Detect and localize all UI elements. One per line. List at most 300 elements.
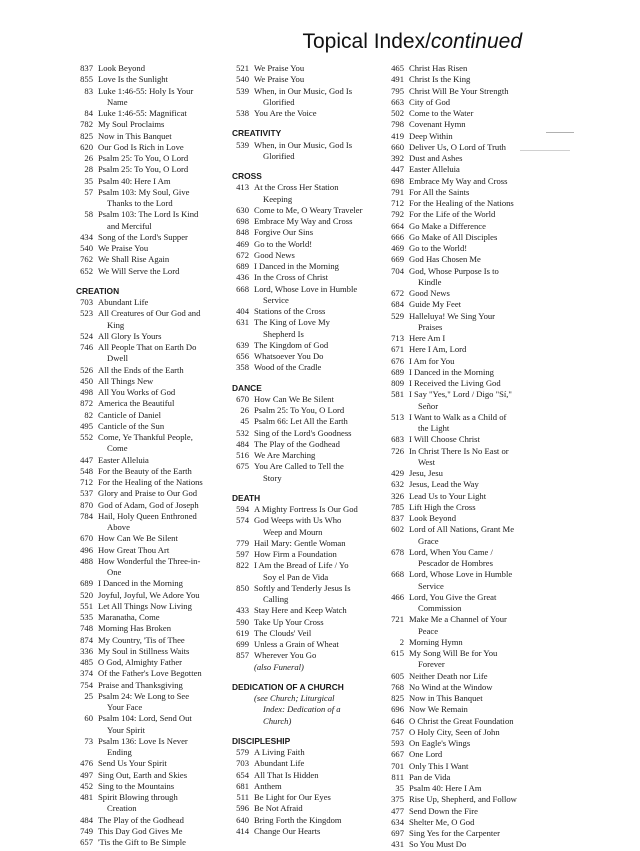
index-entry	[232, 439, 382, 450]
hymn-title-line: Only This I Want	[409, 760, 469, 771]
hymn-number: 26	[84, 153, 93, 163]
hymn-title	[98, 243, 226, 254]
hymn-title	[98, 164, 226, 175]
hymn-title-line: In Christ There Is No East or	[409, 445, 509, 456]
index-entry	[76, 254, 226, 265]
hymn-title	[254, 227, 382, 238]
index-entry	[387, 772, 537, 783]
index-entry	[387, 198, 537, 209]
hymn-title	[409, 412, 537, 435]
index-entry	[232, 108, 382, 119]
index-entry	[232, 250, 382, 261]
index-entry	[76, 826, 226, 837]
hymn-title-line: Abundant Life	[98, 297, 149, 307]
hymn-number: 768	[391, 681, 404, 692]
index-entry	[232, 549, 382, 560]
hymn-title	[409, 119, 537, 130]
index-entry	[76, 646, 226, 657]
hymn-title-continuation: Señor	[418, 400, 439, 411]
index-entry	[387, 704, 537, 715]
hymn-title-line: Good News	[254, 249, 295, 260]
hymn-title-line: Lord, Whose Love in Humble	[254, 283, 358, 294]
hymn-number: 539	[236, 139, 249, 150]
hymn-number: 581	[391, 389, 404, 400]
hymn-title	[98, 792, 226, 815]
hymn-title	[98, 254, 226, 265]
hymn-title-line: My Song Will Be for You	[409, 648, 498, 658]
hymn-number: 484	[80, 814, 93, 825]
hymn-number: 596	[236, 803, 249, 814]
index-entry	[387, 333, 537, 344]
hymn-title-line: God, Whose Purpose Is to	[409, 265, 499, 276]
hymn-number: 590	[236, 616, 249, 627]
hymn-title-line: Canticle of the Sun	[98, 420, 165, 431]
index-entry	[387, 367, 537, 378]
cross-reference-note	[232, 662, 382, 673]
hymn-number: 60	[84, 713, 93, 724]
hymn-title-line: Come, Ye Thankful People,	[98, 432, 193, 442]
hymn-number: 450	[80, 375, 93, 386]
hymn-number: 746	[80, 342, 93, 352]
hymn-title-line: God Weeps with Us Who	[254, 515, 342, 526]
index-entry	[387, 97, 537, 108]
index-entry	[232, 583, 382, 606]
index-entry	[76, 266, 226, 277]
index-entry	[76, 792, 226, 815]
index-entry	[232, 747, 382, 758]
hymn-title-continuation: Forever	[418, 659, 445, 670]
hymn-title-line: My Soul Proclaims	[98, 119, 165, 130]
hymn-title-line: Be Light for Our Eyes	[254, 792, 331, 802]
hymn-title	[254, 781, 382, 792]
index-entry	[76, 477, 226, 488]
index-entry	[232, 826, 382, 837]
hymn-number: 809	[391, 378, 404, 388]
hymn-title-line: Make Me a Channel of Your	[409, 614, 507, 625]
hymn-title-line: Easter Alleluia	[409, 164, 460, 175]
hymn-title-line: Jesu, Jesu	[409, 468, 443, 478]
hymn-title-line: Psalm 25: To You, O Lord	[98, 164, 189, 175]
hymn-title	[409, 389, 537, 412]
hymn-title	[409, 502, 537, 513]
hymn-number: 481	[80, 792, 93, 802]
index-entry	[387, 232, 537, 243]
index-entry	[387, 592, 537, 615]
hymn-number: 375	[391, 794, 404, 805]
hymn-number: 672	[391, 288, 404, 298]
hymn-number: 630	[236, 204, 249, 215]
cross-reference-note	[232, 693, 382, 727]
hymn-title-line: Let All Things Now Living	[98, 600, 192, 611]
hymn-number: 620	[80, 141, 93, 152]
hymn-number: 703	[80, 297, 93, 307]
hymn-title	[409, 86, 537, 97]
hymn-title-line: I Say "Yes," Lord / Digo "Sí,"	[409, 389, 512, 400]
hymn-title	[254, 108, 382, 119]
index-entry	[232, 261, 382, 272]
hymn-title-line: Abundant Life	[254, 758, 305, 769]
hymn-title	[409, 479, 537, 490]
index-entry	[387, 547, 537, 570]
hymn-number: 535	[80, 612, 93, 622]
hymn-title	[98, 590, 226, 601]
hymn-number: 520	[80, 589, 93, 600]
hymn-title	[254, 306, 382, 317]
hymn-title	[254, 461, 382, 484]
index-entry	[387, 817, 537, 828]
index-entry	[387, 434, 537, 445]
index-entry	[76, 176, 226, 187]
index-entry	[387, 479, 537, 490]
hymn-title-line: Wood of the Cradle	[254, 362, 322, 373]
index-entry	[387, 412, 537, 435]
index-entry	[387, 502, 537, 513]
hymn-title	[254, 815, 382, 826]
hymn-number: 678	[391, 546, 404, 557]
index-entry	[387, 311, 537, 334]
hymn-title-line: Forgive Our Sins	[254, 227, 314, 238]
index-entry	[76, 86, 226, 109]
hymn-title	[98, 578, 226, 589]
hymn-title	[409, 727, 537, 738]
hymn-number: 748	[80, 623, 93, 634]
index-entry	[76, 758, 226, 769]
hymn-title-line: Softly and Tenderly Jesus Is	[254, 582, 351, 593]
index-entry	[76, 209, 226, 232]
hymn-number: 825	[391, 693, 404, 703]
hymn-number: 524	[80, 330, 93, 341]
note-line: (also Funeral)	[254, 661, 304, 672]
index-entry	[387, 468, 537, 479]
hymn-title	[409, 378, 537, 389]
hymn-title-line: How Wonderful the Three-in-	[98, 555, 201, 566]
hymn-number: 497	[80, 769, 93, 780]
hymn-number: 631	[236, 317, 249, 328]
hymn-title	[254, 650, 382, 661]
hymn-title-line: On Eagle's Wings	[409, 738, 471, 748]
index-entry	[387, 389, 537, 412]
hymn-number: 848	[236, 227, 249, 238]
hymn-title-line: All Things New	[98, 375, 154, 386]
hymn-title	[254, 416, 382, 427]
index-column-2	[232, 63, 382, 837]
hymn-number: 605	[391, 670, 404, 681]
hymn-number: 757	[391, 726, 404, 737]
hymn-title-continuation: Pescador de Hombres	[418, 558, 493, 568]
hymn-number: 857	[236, 650, 249, 661]
index-entry	[232, 461, 382, 484]
hymn-title-line: Sing of the Lord's Goodness	[254, 427, 352, 438]
hymn-number: 436	[236, 272, 249, 283]
index-entry	[387, 716, 537, 727]
hymn-title-continuation: the Light	[418, 423, 450, 433]
hymn-title-line: The Kingdom of God	[254, 339, 329, 350]
hymn-title	[98, 387, 226, 398]
hymn-title-line: Psalm 24: We Long to See	[98, 690, 190, 701]
index-entry	[232, 758, 382, 769]
hymn-title	[98, 680, 226, 691]
index-entry	[232, 504, 382, 515]
hymn-number: 792	[391, 209, 404, 220]
hymn-title-continuation: Glorified	[263, 150, 295, 161]
index-entry	[387, 446, 537, 469]
hymn-number: 721	[391, 614, 404, 625]
hymn-title	[98, 837, 226, 848]
hymn-title	[409, 434, 537, 445]
hymn-title-line: Take Up Your Cross	[254, 616, 324, 627]
index-entry	[387, 682, 537, 693]
hymn-title-line: Praise and Thanksgiving	[98, 679, 183, 690]
hymn-title-line: At the Cross Her Station	[254, 182, 339, 193]
index-entry	[76, 187, 226, 210]
hymn-title	[409, 153, 537, 164]
hymn-number: 498	[80, 387, 93, 397]
hymn-title-continuation: Commission	[418, 603, 462, 613]
hymn-title	[254, 405, 382, 416]
hymn-number: 749	[80, 825, 93, 836]
hymn-title-line: We Praise You	[254, 74, 305, 85]
index-entry	[387, 63, 537, 74]
hymn-title-line: How Firm a Foundation	[254, 549, 337, 559]
hymn-title	[98, 398, 226, 409]
hymn-number: 485	[80, 657, 93, 667]
index-entry	[232, 227, 382, 238]
hymn-title-line: Wherever You Go	[254, 650, 317, 661]
hymn-title-line: For the Life of the World	[409, 209, 496, 220]
hymn-title-line: Come to the Water	[409, 108, 474, 118]
index-entry	[232, 416, 382, 427]
hymn-title-line: Lord, When You Came /	[409, 546, 493, 557]
hymn-number: 712	[391, 198, 404, 208]
hymn-title	[409, 356, 537, 367]
hymn-title-continuation: Glorified	[263, 96, 295, 107]
hymn-title	[98, 770, 226, 781]
hymn-title-line: The Play of the Godhead	[254, 438, 340, 449]
index-entry	[387, 299, 537, 310]
hymn-title-line: O Holy City, Seen of John	[409, 726, 500, 737]
hymn-title-line: How Can We Be Silent	[254, 393, 334, 404]
hymn-title	[409, 333, 537, 344]
hymn-number: 779	[236, 537, 249, 548]
index-entry	[387, 828, 537, 839]
hymn-number: 669	[391, 254, 404, 265]
hymn-title-line: Psalm 103: My Soul, Give	[98, 186, 190, 197]
hymn-title-line: Deliver Us, O Lord of Truth	[409, 141, 506, 152]
hymn-title	[98, 232, 226, 243]
index-entry	[232, 650, 382, 661]
hymn-number: 762	[80, 254, 93, 265]
hymn-title	[254, 605, 382, 616]
hymn-title	[409, 232, 537, 243]
hymn-number: 640	[236, 814, 249, 825]
hymn-title	[98, 297, 226, 308]
hymn-title	[98, 108, 226, 119]
index-entry	[76, 466, 226, 477]
note-line: Church)	[263, 715, 292, 726]
hymn-title	[409, 839, 537, 850]
hymn-title-line: My Country, 'Tis of Thee	[98, 634, 185, 645]
hymn-number: 850	[236, 582, 249, 593]
hymn-title-line: Here I Am, Lord	[409, 344, 467, 355]
hymn-title-line: Bring Forth the Kingdom	[254, 814, 342, 825]
index-entry	[387, 761, 537, 772]
hymn-number: 73	[84, 735, 93, 746]
index-entry	[232, 815, 382, 826]
hymn-title-line: Psalm 25: To You, O Lord	[254, 405, 345, 415]
hymn-title-line: O God, Almighty Father	[98, 657, 183, 667]
hymn-title	[98, 119, 226, 130]
hymn-title	[409, 142, 537, 153]
hymn-title	[98, 308, 226, 331]
hymn-title-line: City of God	[409, 96, 451, 107]
hymn-number: 698	[236, 216, 249, 226]
hymn-number: 28	[84, 164, 93, 175]
index-entry	[76, 691, 226, 714]
index-entry	[76, 668, 226, 679]
index-entry	[232, 428, 382, 439]
index-entry	[232, 405, 382, 416]
hymn-number: 516	[236, 450, 249, 460]
hymn-number: 675	[236, 461, 249, 472]
hymn-title-line: Psalm 103: The Lord Is Kind	[98, 209, 199, 220]
hymn-title-continuation: Keeping	[263, 193, 293, 204]
hymn-title	[409, 828, 537, 839]
hymn-number: 602	[391, 524, 404, 535]
index-entry	[387, 749, 537, 760]
hymn-number: 698	[391, 175, 404, 186]
index-entry	[387, 783, 537, 794]
hymn-number: 447	[391, 164, 404, 175]
hymn-number: 57	[84, 186, 93, 197]
hymn-number: 433	[236, 605, 249, 616]
hymn-number: 466	[391, 591, 404, 602]
index-entry	[76, 781, 226, 792]
hymn-title	[98, 187, 226, 210]
index-entry	[387, 131, 537, 142]
hymn-title-line: Now in This Banquet	[409, 693, 483, 703]
index-entry	[76, 533, 226, 544]
hymn-number: 434	[80, 231, 93, 242]
hymn-title	[409, 817, 537, 828]
index-entry	[76, 398, 226, 409]
hymn-title	[98, 601, 226, 612]
hymn-number: 870	[80, 499, 93, 510]
hymn-title-line: Maranatha, Come	[98, 612, 160, 622]
hymn-title-line: Here Am I	[409, 333, 446, 343]
topic-heading: DEATH	[232, 492, 261, 503]
index-entry	[387, 648, 537, 671]
hymn-title	[98, 758, 226, 769]
index-entry	[76, 500, 226, 511]
hymn-title-line: Lord of All Nations, Grant Me	[409, 524, 515, 535]
hymn-number: 855	[80, 74, 93, 85]
hymn-title-line: Psalm 25: To You, O Lord	[98, 153, 189, 163]
hymn-title-line: Anthem	[254, 780, 282, 791]
hymn-title-line: Send Us Your Spirit	[98, 758, 167, 769]
hymn-number: 358	[236, 362, 249, 373]
hymn-title	[254, 351, 382, 362]
hymn-number: 639	[236, 339, 249, 350]
hymn-title	[254, 63, 382, 74]
index-entry	[232, 362, 382, 373]
index-entry	[387, 524, 537, 547]
hymn-number: 704	[391, 265, 404, 276]
hymn-number: 537	[80, 488, 93, 499]
index-entry	[387, 221, 537, 232]
hymn-title-line: Lead Us to Your Light	[409, 490, 487, 501]
index-entry	[76, 164, 226, 175]
hymn-number: 538	[236, 108, 249, 118]
index-entry	[232, 86, 382, 109]
hymn-number: 670	[80, 533, 93, 544]
hymn-title	[409, 176, 537, 187]
hymn-title-line: I Am for You	[409, 355, 455, 366]
hymn-title-line: Rise Up, Shepherd, and Follow	[409, 794, 517, 805]
hymn-number: 540	[80, 243, 93, 253]
hymn-title	[98, 668, 226, 679]
hymn-title-line: Stay Here and Keep Watch	[254, 605, 347, 616]
hymn-title	[409, 131, 537, 142]
index-entry	[76, 556, 226, 579]
hymn-title	[254, 216, 382, 227]
index-entry	[387, 738, 537, 749]
hymn-title-line: All Creatures of Our God and	[98, 308, 201, 319]
hymn-title	[98, 477, 226, 488]
index-entry	[387, 164, 537, 175]
hymn-title	[98, 342, 226, 365]
index-entry	[232, 284, 382, 307]
index-entry	[76, 713, 226, 736]
hymn-title-line: We Praise You	[98, 243, 149, 253]
hymn-title	[409, 704, 537, 715]
index-entry	[76, 488, 226, 499]
note-text	[254, 693, 382, 727]
index-entry	[387, 142, 537, 153]
hymn-number: 447	[80, 454, 93, 465]
hymn-number: 521	[236, 63, 249, 73]
hymn-title-line: Go Make a Difference	[409, 220, 486, 231]
hymn-number: 726	[391, 445, 404, 456]
hymn-title	[254, 770, 382, 781]
index-entry	[76, 511, 226, 534]
hymn-title	[409, 221, 537, 232]
hymn-number: 701	[391, 760, 404, 771]
index-entry	[76, 432, 226, 455]
index-entry	[76, 297, 226, 308]
hymn-title-line: My Soul in Stillness Waits	[98, 645, 190, 656]
margin-mark	[546, 132, 574, 133]
index-entry	[76, 657, 226, 668]
index-entry	[76, 108, 226, 119]
hymn-number: 782	[80, 119, 93, 130]
hymn-number: 784	[80, 510, 93, 521]
hymn-number: 837	[391, 513, 404, 523]
index-entry	[232, 216, 382, 227]
hymn-title-line: Psalm 136: Love Is Never	[98, 735, 188, 746]
hymn-number: 689	[391, 366, 404, 377]
hymn-number: 656	[236, 351, 249, 361]
hymn-title	[409, 761, 537, 772]
entry-number-blank	[232, 662, 254, 673]
index-entry	[387, 671, 537, 682]
index-entry	[232, 306, 382, 317]
hymn-title-line: When, in Our Music, God Is	[254, 85, 353, 96]
hymn-title-line: I Danced in the Morning	[409, 366, 494, 377]
hymn-title	[409, 243, 537, 254]
hymn-title-line: All People That on Earth Do	[98, 342, 197, 352]
hymn-number: 681	[236, 780, 249, 791]
index-entry	[76, 243, 226, 254]
